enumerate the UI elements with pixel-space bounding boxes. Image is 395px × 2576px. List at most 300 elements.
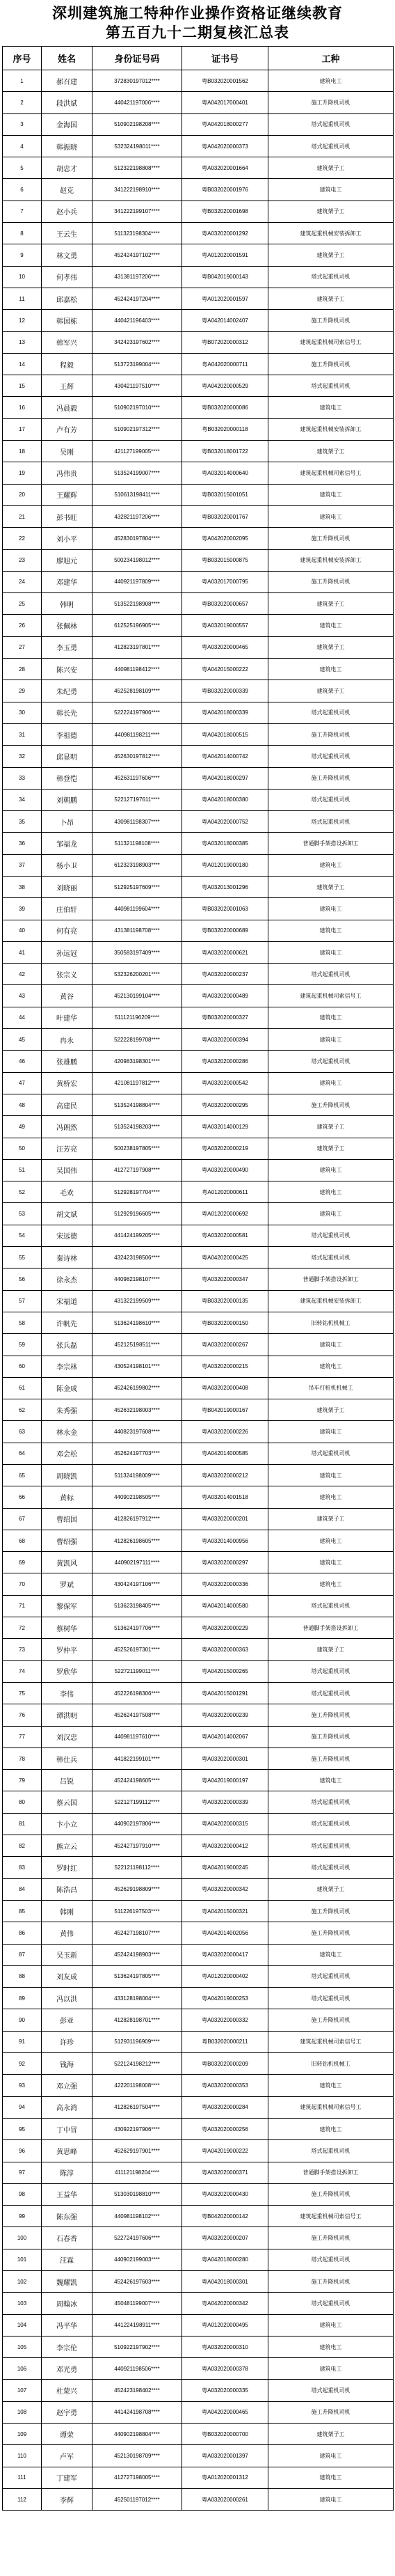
table-row: [3, 1900, 394, 1922]
cell-seq: 98: [3, 2183, 42, 2205]
cell-seq: 8: [3, 223, 42, 244]
cell-name: 朱秀强: [42, 1399, 92, 1421]
cell-name: 谭荣: [42, 2424, 92, 2445]
table-row: [3, 1617, 394, 1639]
cell-id: 513624197805****: [92, 1965, 182, 1987]
cell-cert: 粤A042017000401: [182, 92, 268, 113]
cell-seq: 16: [3, 397, 42, 418]
table-row: [3, 964, 394, 985]
cell-name: 段洪斌: [42, 92, 92, 113]
cell-type: 建筑起重机械安装拆卸工: [268, 223, 394, 244]
cell-cert: 粤A032020001292: [182, 223, 268, 244]
cell-id: 412828198701****: [92, 2009, 182, 2031]
cell-type: 建筑电工: [268, 1530, 394, 1551]
cell-cert: 粤A012020001591: [182, 244, 268, 266]
cell-name: 汪霖: [42, 2249, 92, 2270]
cell-seq: 70: [3, 1573, 42, 1595]
cell-type: 建筑电工: [268, 1334, 394, 1356]
cell-name: 陈淳: [42, 2162, 92, 2183]
cell-seq: 22: [3, 528, 42, 549]
cell-type: 建筑起重机械司索信号工: [268, 2031, 394, 2052]
cell-cert: 粤B032020000339: [182, 680, 268, 702]
cell-type: 施工升降机司机: [268, 1922, 394, 1944]
cell-id: 431381198708****: [92, 920, 182, 941]
cell-seq: 84: [3, 1878, 42, 1900]
cell-cert: 粤A032014001518: [182, 1486, 268, 1508]
cell-cert: 粤B072020000312: [182, 331, 268, 353]
cell-id: 440902197111****: [92, 1552, 182, 1573]
cell-id: 513623198405****: [92, 1595, 182, 1617]
cell-type: 建筑电工: [268, 2118, 394, 2139]
cell-id: 532324198011****: [92, 135, 182, 157]
table-row: [3, 1007, 394, 1028]
cell-cert: 粤A032020000267: [182, 1334, 268, 1356]
cell-name: 赵宇勇: [42, 2401, 92, 2423]
cell-cert: 粤A032020000371: [182, 2162, 268, 2183]
table-row: [3, 1682, 394, 1704]
cell-name: 吴国伟: [42, 1159, 92, 1181]
cell-seq: 7: [3, 201, 42, 222]
cell-type: 塔式起重机司机: [268, 113, 394, 135]
cell-name: 王耀辉: [42, 484, 92, 505]
table-row: [3, 462, 394, 484]
document-title: [0, 0, 395, 42]
cell-cert: 粤A032019000557: [182, 615, 268, 636]
cell-cert: 粤A032020000408: [182, 1377, 268, 1399]
cell-seq: 95: [3, 2118, 42, 2139]
cell-type: 建筑电工: [268, 854, 394, 876]
cell-seq: 27: [3, 636, 42, 658]
cell-name: 叶建华: [42, 1007, 92, 1028]
cell-id: 440981198102****: [92, 2206, 182, 2227]
cell-id: 430981198307****: [92, 811, 182, 833]
cell-cert: 粤A042020000342: [182, 2293, 268, 2314]
cell-id: 522127197611****: [92, 789, 182, 810]
table-row: [3, 702, 394, 723]
cell-type: 塔式起重机司机: [268, 2249, 394, 2270]
cell-type: 塔式起重机司机: [268, 964, 394, 985]
table-row: [3, 331, 394, 353]
table-row: [3, 441, 394, 462]
cell-type: 建筑起重机械司索信号工: [268, 2206, 394, 2227]
table-row: [3, 1094, 394, 1115]
cell-name: 高永鸿: [42, 2096, 92, 2118]
table-row: [3, 353, 394, 375]
cell-seq: 54: [3, 1225, 42, 1246]
cell-cert: 粤B032020001698: [182, 201, 268, 222]
cell-id: 440981199604****: [92, 898, 182, 920]
table-row: [3, 2162, 394, 2183]
cell-cert: 粤A042020000465: [182, 2401, 268, 2423]
cell-type: 建筑电工: [268, 1486, 394, 1508]
cell-type: 建筑架子工: [268, 201, 394, 222]
cell-name: 邓会松: [42, 1443, 92, 1464]
cell-seq: 3: [3, 113, 42, 135]
cell-type: 建筑起重机械司索信号工: [268, 2096, 394, 2118]
cell-id: 512931196909****: [92, 2031, 182, 2052]
cell-name: 庄伯轩: [42, 898, 92, 920]
cell-seq: 10: [3, 266, 42, 288]
cell-type: 建筑电工: [268, 2358, 394, 2380]
cell-seq: 44: [3, 1007, 42, 1028]
cell-name: 韩军兴: [42, 331, 92, 353]
cell-seq: 42: [3, 964, 42, 985]
cell-name: 李宗林: [42, 1356, 92, 1377]
cell-seq: 97: [3, 2162, 42, 2183]
cell-id: 452528198109****: [92, 680, 182, 702]
cell-cert: 粤A042015000222: [182, 659, 268, 680]
title-line-2: 第五百九十二期复核汇总表: [106, 24, 289, 41]
cell-seq: 62: [3, 1399, 42, 1421]
cell-cert: 粤A032020001397: [182, 2445, 268, 2467]
table-row: [3, 2206, 394, 2227]
cell-seq: 110: [3, 2445, 42, 2467]
header-name: 姓名: [42, 47, 92, 70]
cell-cert: 粤A042015001291: [182, 1682, 268, 1704]
cell-cert: 粤B032020000118: [182, 418, 268, 440]
cell-seq: 88: [3, 1965, 42, 1987]
cell-name: 金海国: [42, 113, 92, 135]
cell-type: 建筑起重机械司索信号工: [268, 462, 394, 484]
cell-cert: 粤A032020000286: [182, 1051, 268, 1072]
cell-name: 许珍: [42, 2031, 92, 2052]
cell-name: 韩国栋: [42, 310, 92, 331]
cell-name: 吴玉新: [42, 1944, 92, 1965]
cell-cert: 粤A012020000495: [182, 2314, 268, 2336]
cell-type: 塔式起重机司机: [268, 1225, 394, 1246]
table-row: [3, 1290, 394, 1312]
cell-seq: 9: [3, 244, 42, 266]
cell-id: 522127199112****: [92, 1791, 182, 1813]
cell-type: 建筑架子工: [268, 1116, 394, 1138]
cell-cert: 粤A032020000394: [182, 1029, 268, 1051]
table-row: [3, 1965, 394, 1987]
cell-type: 塔式起重机司机: [268, 1813, 394, 1835]
cell-id: 440902198804****: [92, 2424, 182, 2445]
cell-cert: 粤A032020000339: [182, 1791, 268, 1813]
cell-seq: 50: [3, 1138, 42, 1159]
cell-cert: 粤B032020000209: [182, 2053, 268, 2075]
table-row: [3, 2031, 394, 2052]
table-row: [3, 2075, 394, 2096]
cell-name: 李辉: [42, 2488, 92, 2510]
cell-seq: 6: [3, 179, 42, 201]
cell-cert: 粤B032018001722: [182, 441, 268, 462]
table-row: [3, 418, 394, 440]
cell-type: 建筑架子工: [268, 1138, 394, 1159]
cell-seq: 40: [3, 920, 42, 941]
cell-cert: 粤B032015001051: [182, 484, 268, 505]
cell-cert: 粤B032015000875: [182, 549, 268, 571]
cell-id: 452130198709****: [92, 2445, 182, 2467]
table-row: [3, 2445, 394, 2467]
cell-cert: 粤A042018000515: [182, 723, 268, 745]
table-row: [3, 571, 394, 592]
cell-name: 刘小平: [42, 528, 92, 549]
cell-name: 许帆先: [42, 1312, 92, 1333]
cell-cert: 粤A032020000297: [182, 1552, 268, 1573]
cell-type: 施工升降机司机: [268, 1726, 394, 1748]
table-row: [3, 2140, 394, 2162]
cell-seq: 99: [3, 2206, 42, 2227]
cell-name: 李伟: [42, 1682, 92, 1704]
table-row: [3, 113, 394, 135]
cell-seq: 96: [3, 2140, 42, 2162]
cell-cert: 粤B032020000150: [182, 1312, 268, 1333]
cell-name: 王辉: [42, 375, 92, 397]
cell-type: 普通脚手架搭设拆卸工: [268, 833, 394, 854]
table-row: [3, 1159, 394, 1181]
cell-type: 建筑架子工: [268, 1399, 394, 1421]
cell-cert: 粤A032017000795: [182, 571, 268, 592]
cell-seq: 18: [3, 441, 42, 462]
cell-cert: 粤A042018000277: [182, 113, 268, 135]
cell-seq: 107: [3, 2380, 42, 2401]
cell-id: 440982198107****: [92, 1269, 182, 1290]
cell-type: 建筑起重机械安装拆卸工: [268, 418, 394, 440]
cell-name: 丁中冒: [42, 2118, 92, 2139]
cell-cert: 粤A012020000402: [182, 1965, 268, 1987]
cell-id: 612525196905****: [92, 615, 182, 636]
cell-seq: 85: [3, 1900, 42, 1922]
cell-name: 张宗义: [42, 964, 92, 985]
cell-seq: 11: [3, 288, 42, 309]
cell-id: 500238197805****: [92, 1138, 182, 1159]
cell-seq: 66: [3, 1486, 42, 1508]
cell-type: 建筑架子工: [268, 244, 394, 266]
table-row: [3, 811, 394, 833]
cell-seq: 108: [3, 2401, 42, 2423]
cell-cert: 粤A032020000239: [182, 1704, 268, 1726]
cell-name: 孙远冠: [42, 941, 92, 963]
cell-cert: 粤B032020000135: [182, 1290, 268, 1312]
cell-id: 513524199007****: [92, 462, 182, 484]
cell-cert: 粤A032014000129: [182, 1116, 268, 1138]
cell-id: 512925197609****: [92, 876, 182, 897]
cell-cert: 粤A012019000180: [182, 854, 268, 876]
table-row: [3, 1116, 394, 1138]
cell-cert: 粤A032020000219: [182, 1138, 268, 1159]
cell-seq: 39: [3, 898, 42, 920]
cell-cert: 粤B042020000142: [182, 2206, 268, 2227]
cell-type: 建筑架子工: [268, 1508, 394, 1530]
cell-id: 430421197510****: [92, 375, 182, 397]
cell-id: 412727198005****: [92, 2467, 182, 2488]
cell-cert: 粤A042014000580: [182, 1595, 268, 1617]
cell-id: 510922197902****: [92, 2336, 182, 2357]
table-row: [3, 157, 394, 179]
cell-cert: 粤A042014002407: [182, 310, 268, 331]
cell-type: 建筑电工: [268, 397, 394, 418]
table-row: [3, 1552, 394, 1573]
cell-type: 建筑电工: [268, 484, 394, 505]
cell-name: 罗仲平: [42, 1639, 92, 1660]
cell-name: 刘晓丽: [42, 876, 92, 897]
cell-type: 建筑电工: [268, 1029, 394, 1051]
table-row: [3, 854, 394, 876]
cell-cert: 粤A032020000201: [182, 1508, 268, 1530]
cell-id: 372830197012****: [92, 70, 182, 92]
cell-name: 黄谷: [42, 985, 92, 1007]
cell-seq: 35: [3, 811, 42, 833]
cell-name: 黄思峰: [42, 2140, 92, 2162]
table-row: [3, 1051, 394, 1072]
cell-cert: 粤B032020001063: [182, 898, 268, 920]
table-row: [3, 659, 394, 680]
cell-cert: 粤A012020000692: [182, 1203, 268, 1225]
cell-id: 522228199708****: [92, 1029, 182, 1051]
cell-name: 程毅: [42, 353, 92, 375]
cell-cert: 粤A042018000280: [182, 2249, 268, 2270]
cell-id: 412727197908****: [92, 1159, 182, 1181]
cell-type: 建筑电工: [268, 2488, 394, 2510]
cell-seq: 101: [3, 2249, 42, 2270]
cell-name: 杜蒙兴: [42, 2380, 92, 2401]
cell-type: 施工升降机司机: [268, 1748, 394, 1769]
cell-id: 421081197812****: [92, 1072, 182, 1094]
cell-type: 施工升降机司机: [268, 2183, 394, 2205]
cell-seq: 30: [3, 702, 42, 723]
table-row: [3, 898, 394, 920]
cell-id: 421127199005****: [92, 441, 182, 462]
cell-cert: 粤A032020000417: [182, 1944, 268, 1965]
cell-seq: 43: [3, 985, 42, 1007]
cell-name: 熊立云: [42, 1835, 92, 1857]
cell-name: 冯以洪: [42, 1988, 92, 2009]
cell-cert: 粤A042020002095: [182, 528, 268, 549]
table-row: [3, 2118, 394, 2139]
cell-seq: 45: [3, 1029, 42, 1051]
cell-type: 旧转钻机机械工: [268, 2053, 394, 2075]
cell-cert: 粤A042020000529: [182, 375, 268, 397]
cell-id: 441224198911****: [92, 2314, 182, 2336]
cell-type: 建筑电工: [268, 505, 394, 527]
cell-id: 510613198411****: [92, 484, 182, 505]
cell-seq: 87: [3, 1944, 42, 1965]
cell-id: 452624197703****: [92, 1443, 182, 1464]
cell-seq: 52: [3, 1181, 42, 1203]
cell-name: 何有亮: [42, 920, 92, 941]
table-row: [3, 244, 394, 266]
table-row: [3, 1944, 394, 1965]
cell-seq: 79: [3, 1770, 42, 1791]
cell-name: 韩振晓: [42, 135, 92, 157]
cell-id: 522224197906****: [92, 702, 182, 723]
cell-type: 建筑电工: [268, 1573, 394, 1595]
cell-type: 塔式起重机司机: [268, 746, 394, 767]
cell-id: 522124198212****: [92, 2053, 182, 2075]
table-row: [3, 1988, 394, 2009]
cell-name: 张雄鹏: [42, 1051, 92, 1072]
cell-name: 曹绍强: [42, 1530, 92, 1551]
table-row: [3, 1138, 394, 1159]
cell-cert: 粤A012020001312: [182, 2467, 268, 2488]
cell-type: 塔式起重机司机: [268, 2140, 394, 2162]
table-row: [3, 1181, 394, 1203]
table-row: [3, 1508, 394, 1530]
cell-seq: 2: [3, 92, 42, 113]
cell-type: 塔式起重机司机: [268, 266, 394, 288]
cell-name: 刘朝鹏: [42, 789, 92, 810]
cell-name: 吕锐: [42, 1770, 92, 1791]
cell-id: 452226198306****: [92, 1682, 182, 1704]
cell-type: 建筑架子工: [268, 876, 394, 897]
cell-name: 蔡树华: [42, 1617, 92, 1639]
cell-seq: 100: [3, 2227, 42, 2249]
cell-name: 何孝伟: [42, 266, 92, 288]
cell-name: 魏耀凯: [42, 2270, 92, 2292]
cell-name: 黄标: [42, 1486, 92, 1508]
table-row: [3, 2270, 394, 2292]
cell-cert: 粤A032020000363: [182, 1639, 268, 1660]
cell-cert: 粤A032020000261: [182, 2488, 268, 2510]
cell-id: 511324198009****: [92, 1465, 182, 1486]
cell-name: 韩仕兵: [42, 1748, 92, 1769]
cell-name: 谭洪明: [42, 1704, 92, 1726]
cell-name: 曹绍国: [42, 1508, 92, 1530]
table-row: [3, 1726, 394, 1748]
cell-cert: 粤A032020000342: [182, 1878, 268, 1900]
cell-name: 罗斌: [42, 1573, 92, 1595]
cell-type: 塔式起重机司机: [268, 1988, 394, 2009]
header-seq: 序号: [3, 47, 42, 70]
cell-name: 陈东强: [42, 2206, 92, 2227]
cell-type: 建筑架子工: [268, 636, 394, 658]
cell-id: 430922197906****: [92, 2118, 182, 2139]
cell-id: 513624197706****: [92, 1617, 182, 1639]
cell-id: 440981197610****: [92, 1726, 182, 1748]
table-row: [3, 288, 394, 309]
table-row: [3, 1399, 394, 1421]
table-row: [3, 1334, 394, 1356]
cell-name: 林文勇: [42, 244, 92, 266]
cell-cert: 粤A042019000253: [182, 1988, 268, 2009]
cell-id: 452830197804****: [92, 528, 182, 549]
cell-name: 卞小立: [42, 1813, 92, 1835]
cell-cert: 粤A032020000378: [182, 2358, 268, 2380]
cell-type: 建筑电工: [268, 615, 394, 636]
cell-name: 黎保军: [42, 1595, 92, 1617]
cell-id: 432423198506****: [92, 1247, 182, 1269]
cell-seq: 82: [3, 1835, 42, 1857]
cell-name: 邱嘉松: [42, 288, 92, 309]
table-row: [3, 746, 394, 767]
cell-seq: 14: [3, 353, 42, 375]
cell-type: 建筑电工: [268, 2075, 394, 2096]
cell-name: 韩刚: [42, 1900, 92, 1922]
cell-name: 邹福龙: [42, 833, 92, 854]
roster-table: [2, 46, 394, 2511]
table-row: [3, 201, 394, 222]
roster-body: [3, 70, 394, 2511]
cell-type: 建筑电工: [268, 898, 394, 920]
cell-type: 施工升降机司机: [268, 2401, 394, 2423]
cell-id: 452424198605****: [92, 1770, 182, 1791]
table-row: [3, 1312, 394, 1333]
cell-type: 建筑架子工: [268, 680, 394, 702]
cell-seq: 37: [3, 854, 42, 876]
cell-cert: 粤A032020000215: [182, 1356, 268, 1377]
cell-seq: 33: [3, 767, 42, 789]
cell-name: 冯晨毅: [42, 397, 92, 418]
cell-cert: 粤A032020000430: [182, 2183, 268, 2205]
cell-cert: 粤A042015000265: [182, 1660, 268, 1682]
cell-name: 张佩林: [42, 615, 92, 636]
cell-type: 施工升降机司机: [268, 353, 394, 375]
cell-cert: 粤A042014000742: [182, 746, 268, 767]
table-row: [3, 920, 394, 941]
cell-id: 422201198008****: [92, 2075, 182, 2096]
